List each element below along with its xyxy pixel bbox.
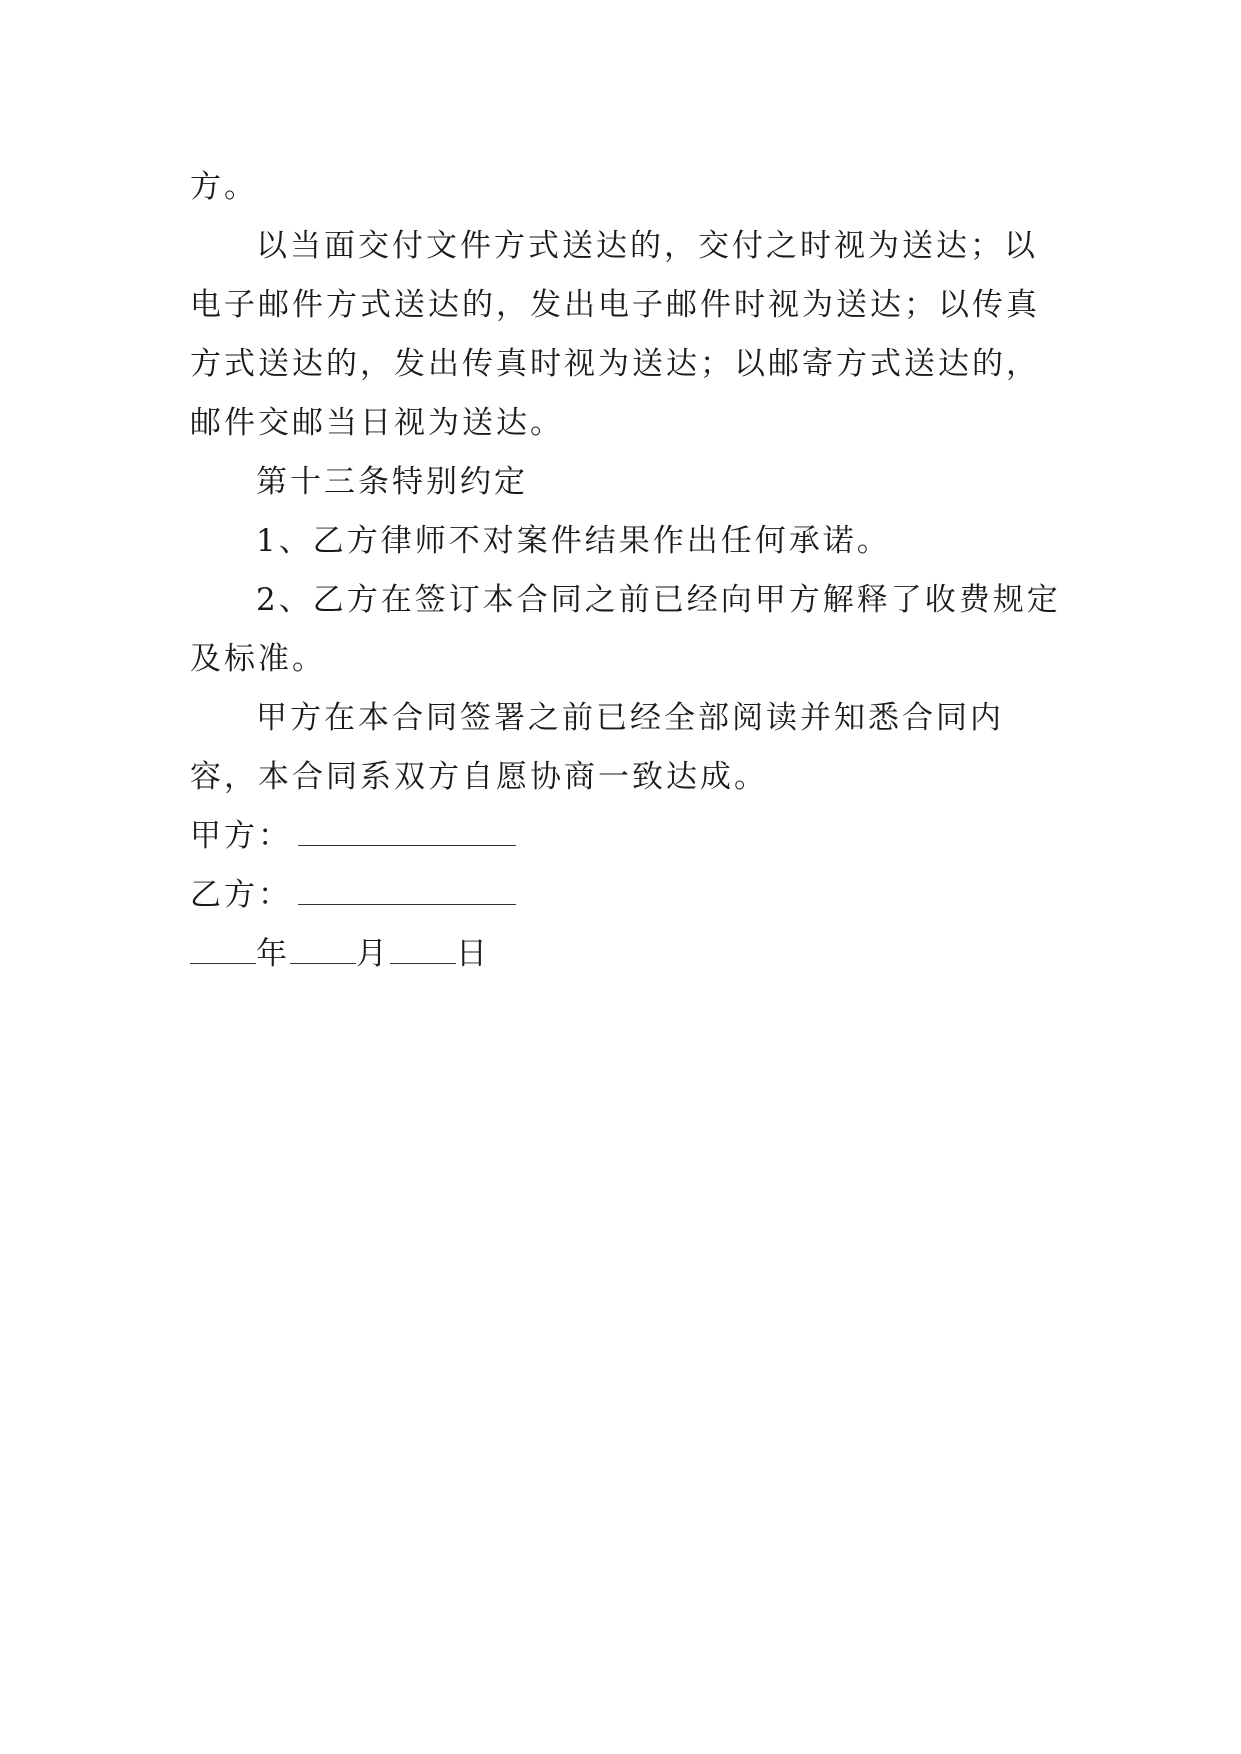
party-a-blank (298, 819, 516, 846)
clause-1: 1、乙方律师不对案件结果作出任何承诺。 (256, 523, 891, 559)
party-a-label: 甲方： (190, 818, 292, 854)
paragraph-acknowledgement: 甲方在本合同签署之前已经全部阅读并知悉合同内容，本合同系双方自愿协商一致达成。 (190, 700, 1004, 795)
year-blank (190, 937, 256, 964)
party-b-signature-line (190, 866, 1070, 925)
day-blank (390, 937, 456, 964)
month-label: 月 (356, 936, 390, 972)
month-blank (290, 937, 356, 964)
day-label: 日 (456, 936, 490, 972)
article-13-heading: 第十三条特别约定 (256, 464, 528, 500)
clause-2: 2、乙方在签订本合同之前已经向甲方解释了收费规定及标准。 (190, 582, 1061, 677)
party-b-blank (298, 878, 516, 905)
paragraph-delivery-terms: 以当面交付文件方式送达的，交付之时视为送达；以电子邮件方式送达的，发出电子邮件时视为送达；以传真方式送达的，发出传真时视为送达；以邮寄方式送达的，邮件交邮当日视为送达。 (190, 228, 1040, 441)
document-body (190, 158, 1070, 984)
paragraph-continuation: 方。 (190, 169, 258, 205)
year-label: 年 (256, 936, 290, 972)
party-b-label: 乙方： (190, 877, 292, 913)
date-line (190, 925, 1070, 984)
party-a-signature-line (190, 807, 1070, 866)
